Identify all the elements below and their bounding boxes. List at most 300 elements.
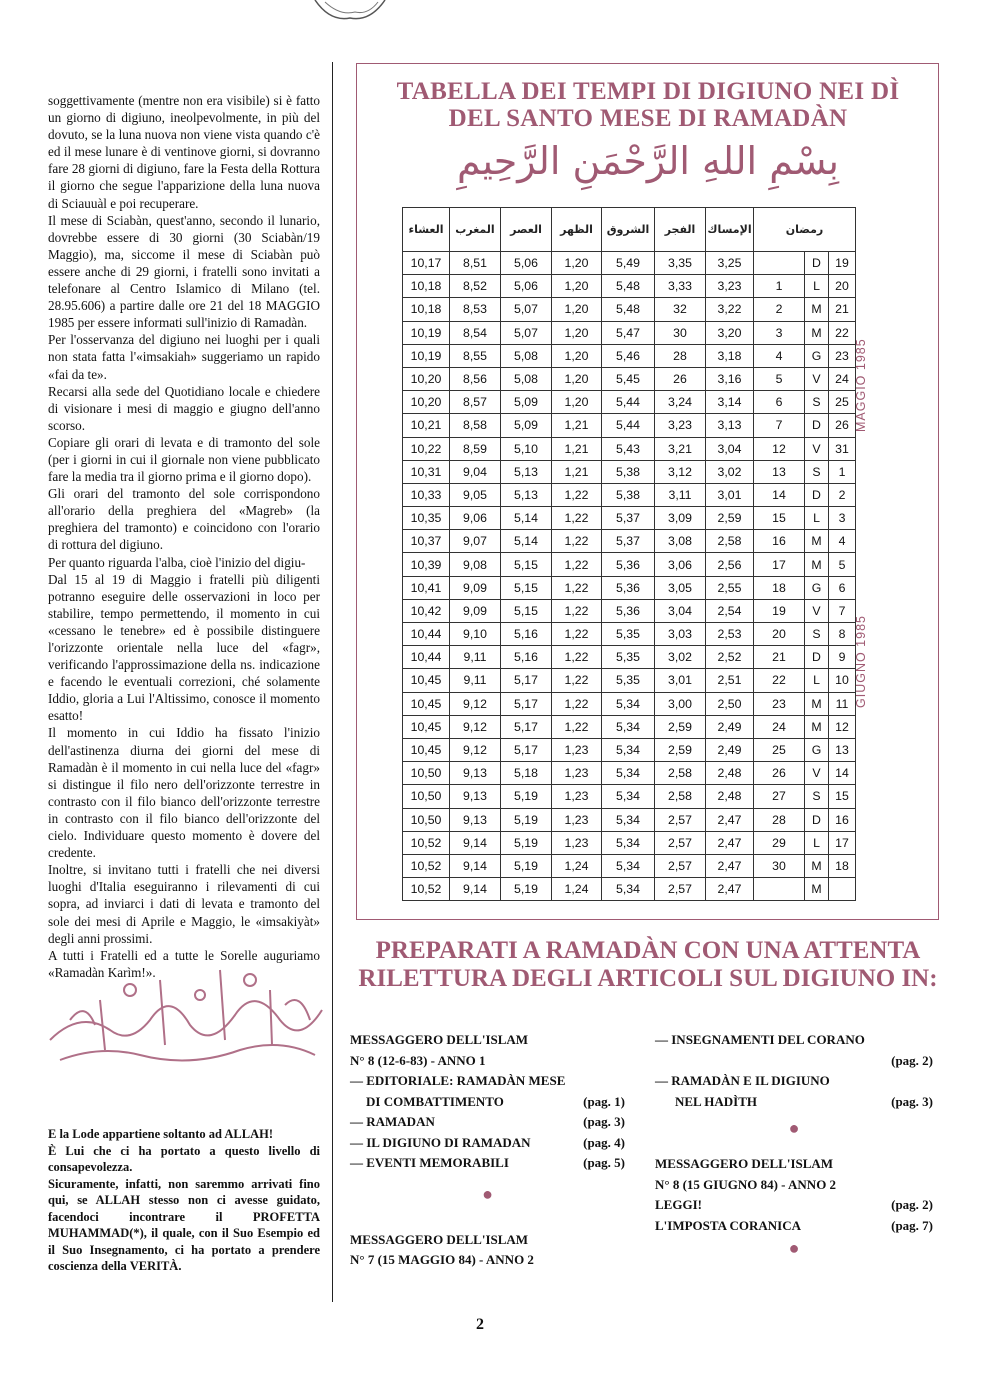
table-cell: 5,34 <box>602 715 655 738</box>
table-cell: 8,51 <box>450 252 501 275</box>
table-cell: 5,16 <box>501 646 552 669</box>
closing-line: Sicuramente, infatti, non saremmo arrivati fino qui, se ALLAH stesso non ci avesse guidato, facendoci incontrare il PROFETTA MUHAMMAD(*), il quale, con il Suo Esempio ed il Suo Insegnamento, ci ha portato a prendere coscienza della VERITÀ. <box>48 1176 320 1273</box>
table-title-line2: DEL SANTO MESE DI RAMADÀN <box>448 105 848 132</box>
table-cell: 16 <box>754 530 805 553</box>
table-cell: 5,36 <box>602 553 655 576</box>
table-cell: 9,11 <box>450 646 501 669</box>
table-cell: 25 <box>754 738 805 761</box>
table-row <box>403 391 856 414</box>
table-cell: 3,18 <box>706 344 754 367</box>
table-row <box>403 646 856 669</box>
table-cell: 5,48 <box>602 275 655 298</box>
table-cell: 5,35 <box>602 623 655 646</box>
bullet-dot-icon: ● <box>482 1183 493 1204</box>
ref-page: (pag. 3) <box>583 1114 625 1129</box>
table-cell: 5,16 <box>501 623 552 646</box>
table-cell: 5,48 <box>602 298 655 321</box>
references-col2 <box>655 1030 933 1260</box>
closing-text <box>48 1126 320 1275</box>
table-cell: M <box>805 878 829 901</box>
ref-label: — EDITORIALE: RAMADÀN MESE <box>350 1073 566 1088</box>
table-cell: 1,23 <box>552 785 602 808</box>
table-cell: 10,17 <box>403 252 450 275</box>
table-cell: 8,53 <box>450 298 501 321</box>
table-cell: 9,04 <box>450 460 501 483</box>
bullet-dot-icon: ● <box>788 1118 800 1138</box>
table-row <box>403 553 856 576</box>
table-cell: 25 <box>829 391 856 414</box>
table-cell: 2,57 <box>655 878 706 901</box>
table-cell: 5,06 <box>501 275 552 298</box>
paragraph: A tutti i Fratelli ed a tutte le Sorelle auguriamo «Ramadàn Karìm!». <box>48 947 320 980</box>
table-cell: 5,34 <box>602 854 655 877</box>
top-ornament-fragment <box>310 0 390 22</box>
table-cell: V <box>805 367 829 390</box>
table-cell: 9,13 <box>450 762 501 785</box>
table-cell: 1,20 <box>552 252 602 275</box>
table-cell: 9,14 <box>450 831 501 854</box>
table-cell: 9,06 <box>450 507 501 530</box>
table-cell: 1,23 <box>552 808 602 831</box>
table-cell: 5,17 <box>501 669 552 692</box>
table-cell: 10,50 <box>403 785 450 808</box>
table-row <box>403 715 856 738</box>
table-cell: 10,33 <box>403 483 450 506</box>
table-cell: 2,49 <box>706 715 754 738</box>
header-dhuhr: الظهر <box>552 208 602 252</box>
header-imsak: الإمساك <box>706 208 754 252</box>
table-row <box>403 785 856 808</box>
ramadan-karim-calligraphy <box>40 950 330 1080</box>
ref-page: (pag. 5) <box>583 1155 625 1170</box>
table-cell: 13 <box>754 460 805 483</box>
ref-label: DI COMBATTIMENTO <box>366 1093 504 1109</box>
table-cell: 5,45 <box>602 367 655 390</box>
ref-label: LEGGI! <box>655 1197 702 1212</box>
month-label-june: GIUGNO 1985 <box>854 615 868 708</box>
table-cell: V <box>805 599 829 622</box>
table-cell: 10,50 <box>403 762 450 785</box>
table-cell: 5,08 <box>501 344 552 367</box>
table-cell: 5,17 <box>501 738 552 761</box>
table-cell: 5,36 <box>602 599 655 622</box>
table-row <box>403 367 856 390</box>
table-cell: 20 <box>754 623 805 646</box>
fasting-times-table <box>402 207 856 901</box>
table-cell: S <box>805 460 829 483</box>
table-cell: 5,14 <box>501 530 552 553</box>
table-cell: 1,23 <box>552 738 602 761</box>
ref-page: (pag. 7) <box>891 1217 933 1233</box>
table-cell: M <box>805 553 829 576</box>
table-cell: 1,22 <box>552 599 602 622</box>
table-cell: 3,12 <box>655 460 706 483</box>
paragraph: Dal 15 al 19 di Maggio i fratelli più diligenti potranno eseguire delle osservazioni in loco per stabilire, tempo permettendo, il momento in cui «cessano le tenebre» ed è possibile distinguere l'orizzonte orientale nella luce del «fagr», verificando l'approssimazione della ns. indicazione e facendo le eventuali correzioni, ché solamente Iddio, gloria a Lui l'Altissimo, conosce il momento esatto! <box>48 571 320 724</box>
table-cell: 1,22 <box>552 530 602 553</box>
table-cell: 5,09 <box>501 391 552 414</box>
table-row <box>403 738 856 761</box>
table-cell: S <box>805 623 829 646</box>
ref-item <box>350 1112 625 1133</box>
table-cell: 4 <box>754 344 805 367</box>
table-cell: 6 <box>754 391 805 414</box>
ref-label: — IL DIGIUNO DI RAMADAN <box>350 1134 531 1150</box>
table-row <box>403 530 856 553</box>
table-cell: 5,43 <box>602 437 655 460</box>
prep-title-line1: PREPARATI A RAMADÀN CON UNA ATTENTA <box>375 937 921 964</box>
table-row <box>403 275 856 298</box>
ref-label: L'IMPOSTA CORANICA <box>655 1217 802 1233</box>
table-cell: 2,58 <box>655 785 706 808</box>
table-cell: 2,47 <box>706 878 754 901</box>
table-cell: 10,22 <box>403 437 450 460</box>
table-cell: 28 <box>754 808 805 831</box>
table-cell: 5,13 <box>501 460 552 483</box>
table-cell: S <box>805 785 829 808</box>
table-cell: 1,23 <box>552 831 602 854</box>
table-cell: 5,37 <box>602 530 655 553</box>
table-cell: 10,20 <box>403 391 450 414</box>
prep-title <box>356 937 940 993</box>
table-cell: D <box>805 646 829 669</box>
table-cell: 3,02 <box>655 646 706 669</box>
ref-heading: N° 7 (15 MAGGIO 84) - ANNO 2 <box>350 1252 534 1267</box>
table-cell: 10,45 <box>403 692 450 715</box>
table-cell: 8,56 <box>450 367 501 390</box>
table-cell: 4 <box>829 530 856 553</box>
table-cell: S <box>805 391 829 414</box>
table-cell: 10,31 <box>403 460 450 483</box>
ref-item <box>655 1195 933 1216</box>
table-cell: 10,18 <box>403 298 450 321</box>
table-cell: 21 <box>754 646 805 669</box>
table-cell: 1,21 <box>552 460 602 483</box>
table-cell: 10,45 <box>403 669 450 692</box>
table-cell: 24 <box>754 715 805 738</box>
table-row <box>403 808 856 831</box>
table-row <box>403 576 856 599</box>
table-cell: M <box>805 715 829 738</box>
table-cell <box>754 878 805 901</box>
table-row <box>403 344 856 367</box>
table-cell: 5,17 <box>501 692 552 715</box>
ref-page: (pag. 1) <box>583 1093 625 1109</box>
table-cell: 10,52 <box>403 854 450 877</box>
table-cell: 30 <box>754 854 805 877</box>
table-cell: 1,20 <box>552 391 602 414</box>
table-cell: G <box>805 344 829 367</box>
table-cell: L <box>805 669 829 692</box>
table-cell: 5,14 <box>501 507 552 530</box>
paragraph: Inoltre, si invitano tutti i fratelli che nei diversi luoghi d'Italia eseguiranno i rilevamenti di cui sopra, ad inviarci i dati di levata e tramonto del sole dei mesi di Aprile e Maggio, le «imsakiyàt» degli anni prossimi. <box>48 862 320 946</box>
table-cell: 10,44 <box>403 646 450 669</box>
table-cell: 1,20 <box>552 298 602 321</box>
table-row <box>403 507 856 530</box>
table-row <box>403 623 856 646</box>
table-cell: 2,50 <box>706 692 754 715</box>
references-col1 <box>350 1030 625 1271</box>
table-cell: 5,07 <box>501 298 552 321</box>
table-cell: G <box>805 738 829 761</box>
table-row <box>403 831 856 854</box>
ref-page: (pag. 2) <box>891 1052 933 1068</box>
paragraph: Per quanto riguarda l'alba, cioè l'inizio del digiu- <box>48 554 306 570</box>
table-cell: 9,14 <box>450 854 501 877</box>
table-cell: 8,55 <box>450 344 501 367</box>
header-fajr: الفجر <box>655 208 706 252</box>
table-cell: 5,46 <box>602 344 655 367</box>
table-cell: 2,57 <box>655 831 706 854</box>
table-cell: 15 <box>754 507 805 530</box>
table-cell: D <box>805 808 829 831</box>
table-cell: 2,59 <box>655 738 706 761</box>
table-cell: 3 <box>754 321 805 344</box>
ref-heading: N° 8 (15 GIUGNO 84) - ANNO 2 <box>655 1176 837 1192</box>
table-cell: 9,10 <box>450 623 501 646</box>
table-cell: 9,11 <box>450 669 501 692</box>
table-cell: 1 <box>754 275 805 298</box>
table-cell: 1,22 <box>552 507 602 530</box>
table-cell: 3,33 <box>655 275 706 298</box>
table-cell: 1,24 <box>552 854 602 877</box>
table-cell: 6 <box>829 576 856 599</box>
table-cell: 5,35 <box>602 646 655 669</box>
ref-label: — EVENTI MEMORABILI <box>350 1155 509 1170</box>
header-ramadan: رمضان <box>754 208 856 252</box>
table-cell: 2,51 <box>706 669 754 692</box>
table-cell: 3,06 <box>655 553 706 576</box>
table-cell: 2,48 <box>706 762 754 785</box>
table-cell: 5,15 <box>501 553 552 576</box>
bullet-dot-icon: ● <box>788 1238 800 1258</box>
ref-label: — RAMADAN <box>350 1114 435 1129</box>
table-cell: M <box>805 530 829 553</box>
table-cell: 5 <box>829 553 856 576</box>
table-cell: V <box>805 437 829 460</box>
table-cell: 5,34 <box>602 878 655 901</box>
prep-title-line2: RILETTURA DEGLI ARTICOLI SUL DIGIUNO IN: <box>358 965 938 992</box>
table-cell: 5,19 <box>501 831 552 854</box>
header-shuruq: الشروق <box>602 208 655 252</box>
table-cell: M <box>805 321 829 344</box>
table-cell: 10,20 <box>403 367 450 390</box>
ref-heading: MESSAGGERO DELL'ISLAM <box>655 1156 834 1171</box>
table-cell: 1,20 <box>552 275 602 298</box>
table-cell: 1,22 <box>552 623 602 646</box>
paragraph: Il momento in cui Iddio ha fissato l'inizio dell'astinenza diurna dei giorni del mese di Ramadàn è il momento in cui nella luce del «fagr» si distingue il filo nero dell'orizzonte terrestre in contrasto con il filo bianco dell'orizzonte terrestre in contrasto con il filo bianco dell'orizzonte del cielo. Individuare questo momento è dovere del credente. <box>48 725 320 861</box>
table-cell: 5,34 <box>602 785 655 808</box>
table-cell: 10,19 <box>403 344 450 367</box>
table-cell: 8 <box>829 623 856 646</box>
table-row <box>403 854 856 877</box>
table-cell: 20 <box>829 275 856 298</box>
table-row <box>403 321 856 344</box>
table-cell: 10,35 <box>403 507 450 530</box>
table-cell: 2,49 <box>706 738 754 761</box>
paragraph: Il mese di Sciabàn, quest'anno, secondo il lunario, dovrebbe essere di 30 giorni (30 Sciabàn/19 Maggio), ma, siccome il mese di Sciabàn può essere anche di 29 giorni, i fratelli sono invitati a telefonare al Centro Islamico di Milano (tel. 28.95.606) a partire dalle ore 21 del 18 MAGGIO 1985 per essere informati sull'inizio di Ramadàn. <box>48 212 320 331</box>
table-cell: 13 <box>829 738 856 761</box>
ref-heading: MESSAGGERO DELL'ISLAM <box>350 1032 529 1047</box>
table-cell: 2,58 <box>706 530 754 553</box>
table-cell: 2,52 <box>706 646 754 669</box>
table-cell: 9,08 <box>450 553 501 576</box>
table-cell: 10,52 <box>403 878 450 901</box>
table-row <box>403 437 856 460</box>
table-cell: 5,13 <box>501 483 552 506</box>
table-cell: D <box>805 483 829 506</box>
table-cell: 10,37 <box>403 530 450 553</box>
ref-item <box>350 1133 625 1154</box>
table-cell: 5,06 <box>501 252 552 275</box>
table-cell: 1,21 <box>552 414 602 437</box>
table-cell: 3,35 <box>655 252 706 275</box>
table-cell: 3,11 <box>655 483 706 506</box>
table-cell: 3,25 <box>706 252 754 275</box>
table-cell: 14 <box>754 483 805 506</box>
ref-page: (pag. 4) <box>583 1134 625 1150</box>
table-cell: 1,22 <box>552 646 602 669</box>
table-cell: 9,13 <box>450 785 501 808</box>
table-cell: D <box>805 414 829 437</box>
table-cell: 2,53 <box>706 623 754 646</box>
table-cell: 5,19 <box>501 854 552 877</box>
table-cell: 3,05 <box>655 576 706 599</box>
table-cell: M <box>805 854 829 877</box>
column-divider <box>332 62 333 1302</box>
table-row <box>403 298 856 321</box>
table-cell: 3,20 <box>706 321 754 344</box>
table-cell: 2,54 <box>706 599 754 622</box>
table-cell: L <box>805 831 829 854</box>
table-cell: 3,09 <box>655 507 706 530</box>
table-cell: 3,22 <box>706 298 754 321</box>
table-cell: 27 <box>754 785 805 808</box>
paragraph: Per l'osservanza del digiuno nei luoghi per i quali non stata fatta l'«imsakiah» suggeriamo un rapido «fai da te». <box>48 332 320 382</box>
table-cell: 1,22 <box>552 715 602 738</box>
table-cell: 5,38 <box>602 460 655 483</box>
table-cell: 3,04 <box>706 437 754 460</box>
table-row <box>403 599 856 622</box>
paragraph: Gli orari del tramonto del sole corrispondono all'orario della preghiera del «Magreb» (la preghiera del tramonto) e coincidono con l'orario di rottura del digiuno. <box>48 486 320 553</box>
table-row <box>403 414 856 437</box>
table-cell: 10,50 <box>403 808 450 831</box>
table-cell: 3,23 <box>655 414 706 437</box>
table-cell: 17 <box>829 831 856 854</box>
table-cell: 5,34 <box>602 808 655 831</box>
table-cell: 5,07 <box>501 321 552 344</box>
table-cell: 2,59 <box>655 715 706 738</box>
table-header-row <box>403 208 856 252</box>
table-cell: 1,23 <box>552 762 602 785</box>
table-cell: 2,47 <box>706 831 754 854</box>
table-cell: 5,37 <box>602 507 655 530</box>
bismillah: بِسْمِ اللهِ الرَّحْمَنِ الرَّحِيمِ <box>457 139 839 183</box>
table-cell: 29 <box>754 831 805 854</box>
table-cell: 26 <box>829 414 856 437</box>
ref-item <box>655 1030 933 1051</box>
table-cell: 9,12 <box>450 692 501 715</box>
table-cell: 1,22 <box>552 483 602 506</box>
table-cell: 5,34 <box>602 831 655 854</box>
table-row <box>403 762 856 785</box>
paragraph: Copiare gli orari di levata e di tramonto del sole (per i giorni in cui il giornale non viene pubblicato fare la media tra il giorno prima e il giorno dopo). <box>48 434 320 485</box>
table-cell: 15 <box>829 785 856 808</box>
table-cell: 5,34 <box>602 738 655 761</box>
article-text <box>48 92 320 981</box>
table-cell: 14 <box>829 762 856 785</box>
table-cell: 3,23 <box>706 275 754 298</box>
page-number: 2 <box>476 1316 484 1333</box>
ref-label: NEL HADÌTH <box>675 1093 757 1109</box>
ref-item <box>655 1092 933 1113</box>
table-cell: 7 <box>829 599 856 622</box>
table-cell: 10,52 <box>403 831 450 854</box>
ref-heading: MESSAGGERO DELL'ISLAM <box>350 1231 529 1247</box>
table-title <box>356 78 940 132</box>
table-cell: 10,45 <box>403 738 450 761</box>
table-cell: 2,47 <box>706 808 754 831</box>
table-cell: 5,49 <box>602 252 655 275</box>
table-cell: 2,57 <box>655 808 706 831</box>
table-cell: 3,03 <box>655 623 706 646</box>
table-cell: 9,09 <box>450 599 501 622</box>
table-cell: 8,54 <box>450 321 501 344</box>
table-cell: 5,08 <box>501 367 552 390</box>
table-cell: 8,57 <box>450 391 501 414</box>
table-cell: 9 <box>829 646 856 669</box>
table-cell: 1 <box>829 460 856 483</box>
table-cell: 3,01 <box>706 483 754 506</box>
table-cell: 5,44 <box>602 414 655 437</box>
table-cell: 18 <box>829 854 856 877</box>
table-cell: 22 <box>754 669 805 692</box>
closing-line: È Lui che ci ha portato a questo livello di consapevolezza. <box>48 1143 320 1174</box>
table-cell: 8,59 <box>450 437 501 460</box>
table-cell: 28 <box>655 344 706 367</box>
table-cell: 12 <box>754 437 805 460</box>
table-cell: 3,13 <box>706 414 754 437</box>
ref-item <box>655 1051 933 1072</box>
table-cell: 10,45 <box>403 715 450 738</box>
table-cell: 11 <box>829 692 856 715</box>
table-cell: 3,24 <box>655 391 706 414</box>
ref-page: (pag. 2) <box>891 1197 933 1212</box>
table-cell: 5,35 <box>602 669 655 692</box>
table-cell: 5,36 <box>602 576 655 599</box>
month-label-may: MAGGIO 1985 <box>854 338 868 432</box>
table-cell: 5,18 <box>501 762 552 785</box>
table-cell: 8,58 <box>450 414 501 437</box>
table-cell: 5,19 <box>501 808 552 831</box>
table-cell: M <box>805 298 829 321</box>
table-cell: 1,22 <box>552 576 602 599</box>
table-cell: 10,42 <box>403 599 450 622</box>
table-row <box>403 252 856 275</box>
table-cell: 3,00 <box>655 692 706 715</box>
table-cell: 31 <box>829 437 856 460</box>
table-cell: 2,56 <box>706 553 754 576</box>
table-cell: 3,16 <box>706 367 754 390</box>
table-cell: 9,07 <box>450 530 501 553</box>
closing-line: E la Lode appartiene soltanto ad ALLAH! <box>48 1127 274 1141</box>
table-cell: 12 <box>829 715 856 738</box>
table-cell: 5,47 <box>602 321 655 344</box>
table-cell: 1,24 <box>552 878 602 901</box>
table-cell: 3 <box>829 507 856 530</box>
table-cell: 5,38 <box>602 483 655 506</box>
table-cell <box>829 878 856 901</box>
header-maghrib: المغرب <box>450 208 501 252</box>
